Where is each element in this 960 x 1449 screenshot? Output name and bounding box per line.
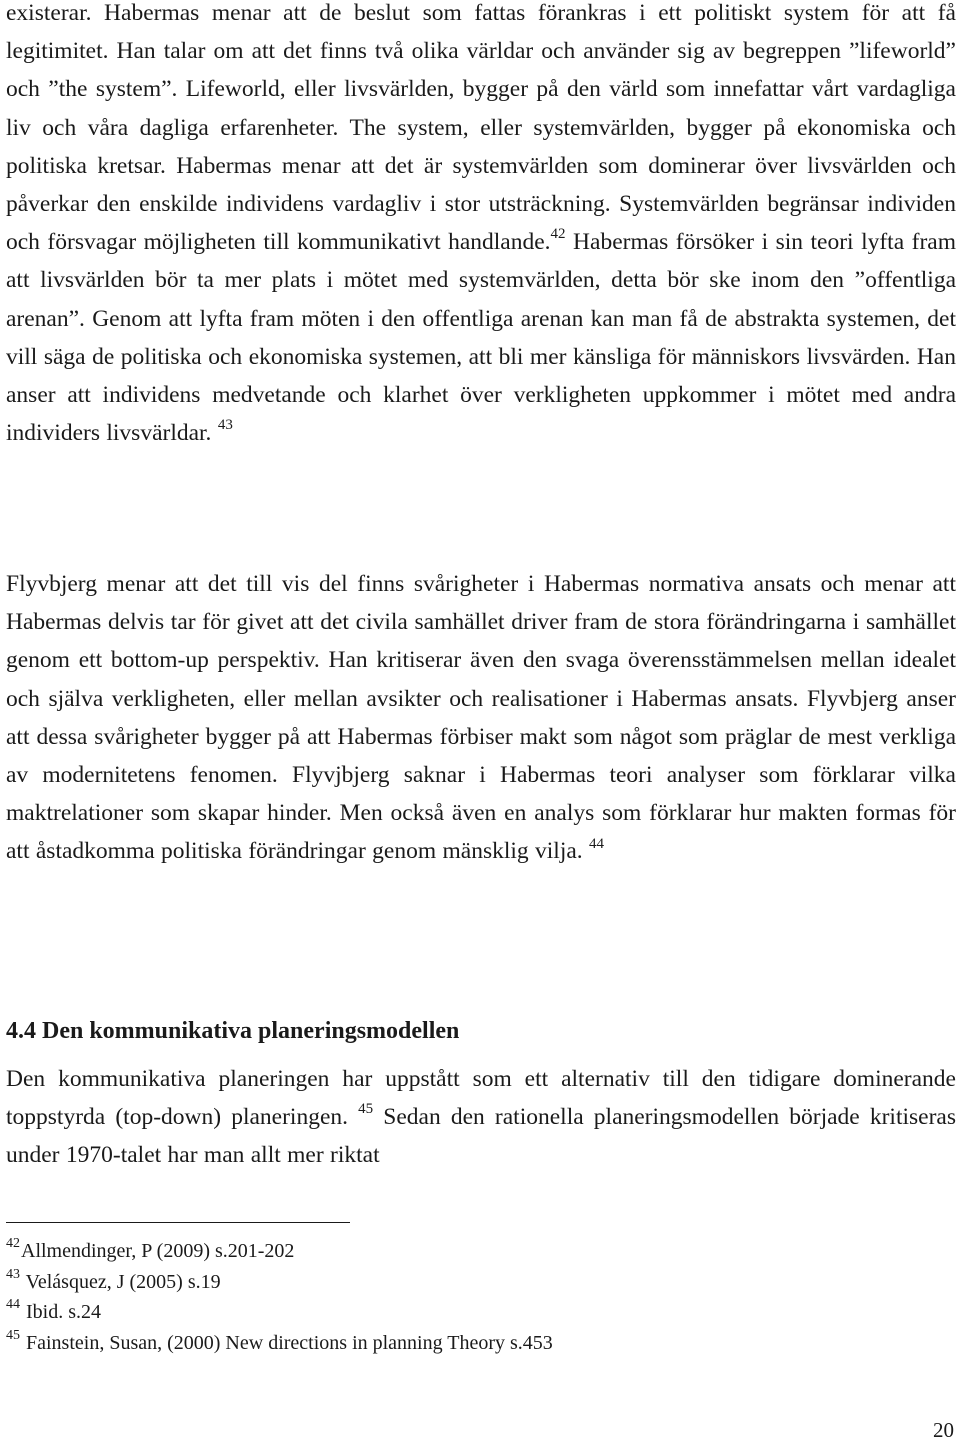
- footnote-text: Fainstein, Susan, (2000) New directions in planning Theory s.453: [21, 1331, 553, 1354]
- footnote-number: 43: [6, 1266, 20, 1282]
- footnotes: [6, 1236, 906, 1358]
- body-paragraph-flyvbjerg: [6, 565, 956, 871]
- page-number: 20: [933, 1418, 954, 1442]
- footnote-text: Allmendinger, P (2009) s.201-202: [21, 1240, 295, 1262]
- footnote-text: Ibid. s.24: [21, 1301, 101, 1323]
- footnote-reference: 42: [550, 226, 566, 243]
- paragraph-text: Flyvbjerg menar att det till vis del finns svårigheter i Habermas normativa ansats och menar att Habermas delvis tar för givet att det civila samhället driver fram de stora förändringarna i samhället genom ett bottom-up perspektiv. Han kritiserar även den svaga överensstämmelsen mellan idealet och själva verkligheten, eller mellan avsikter och realisationer i Habermas ansats. Flyvbjerg anser att dessa svårigheter bygger på att Habermas förbiser makt som något som präglar de mest verkliga av modernitetens fenomen. Flyvjbjerg saknar i Habermas teori analyser som förklarar vilka maktrelationer som skapar hinder. Men också även en analys som förklarar hur makten formas för att åstadkomma politiska förändringar genom mänsklig vilja.: [6, 571, 956, 865]
- footnote-separator: [6, 1222, 350, 1223]
- paragraph-text: Habermas försöker i sin teori lyfta fram att livsvärlden bör ta mer plats i mötet med systemvärlden, detta bör ske inom den ”offentliga arenan”. Genom att lyfta fram möten i den offentliga arenan kan man få de abstrakta systemen, det vill säga de politiska och ekonomiska systemen, att bli mer känsliga för människors livsvärden. Han anser att individens medvetande och klarhet över verkligheten uppkommer i mötet med andra individers livsvärldar.: [6, 229, 956, 447]
- footnote-43: [6, 1267, 906, 1298]
- paragraph-text: existerar. Habermas menar att de beslut som fattas förankras i ett politiskt system för att få legitimitet. Han talar om att det finns två olika världar och använder sig av begreppen ”lifeworld” och ”the system”. Lifeworld, eller livsvärlden, bygger på den värld som innefattar vårt vardagliga liv och våra dagliga erfarenheter. The system, eller systemvärlden, bygger på ekonomiska och politiska kretsar. Habermas menar att det är systemvärlden som dominerar över livsvärlden och påverkar den enskilde individens vardagliv i stor utsträckning. Systemvärlden begränsar individen och försvagar möjligheten till kommunikativt handlande.: [6, 0, 956, 256]
- footnote-number: 45: [6, 1327, 20, 1343]
- footnote-text: Velásquez, J (2005) s.19: [21, 1270, 221, 1293]
- section-heading: 4.4 Den kommunikativa planeringsmodellen: [6, 1018, 460, 1044]
- footnote-number: 42: [6, 1236, 20, 1252]
- paragraph-text: Den kommunikativa planeringen har uppstått som ett alternativ till den tidigare dominerande toppstyrda (top-down) planeringen.: [6, 1066, 956, 1131]
- footnote-reference: 43: [217, 417, 233, 434]
- body-paragraph-kommunikativ: [6, 1060, 956, 1175]
- footnote-44: [6, 1297, 906, 1328]
- paragraph-text: Sedan den rationella planeringsmodellen började kritiseras under 1970-talet har man allt mer riktat: [6, 1104, 956, 1169]
- footnote-number: 44: [6, 1297, 20, 1313]
- footnote-45: [6, 1328, 906, 1359]
- body-paragraph-habermas: [6, 0, 956, 452]
- footnote-reference: 45: [358, 1101, 374, 1118]
- footnote-reference: 44: [589, 835, 605, 852]
- footnote-42: [6, 1236, 906, 1267]
